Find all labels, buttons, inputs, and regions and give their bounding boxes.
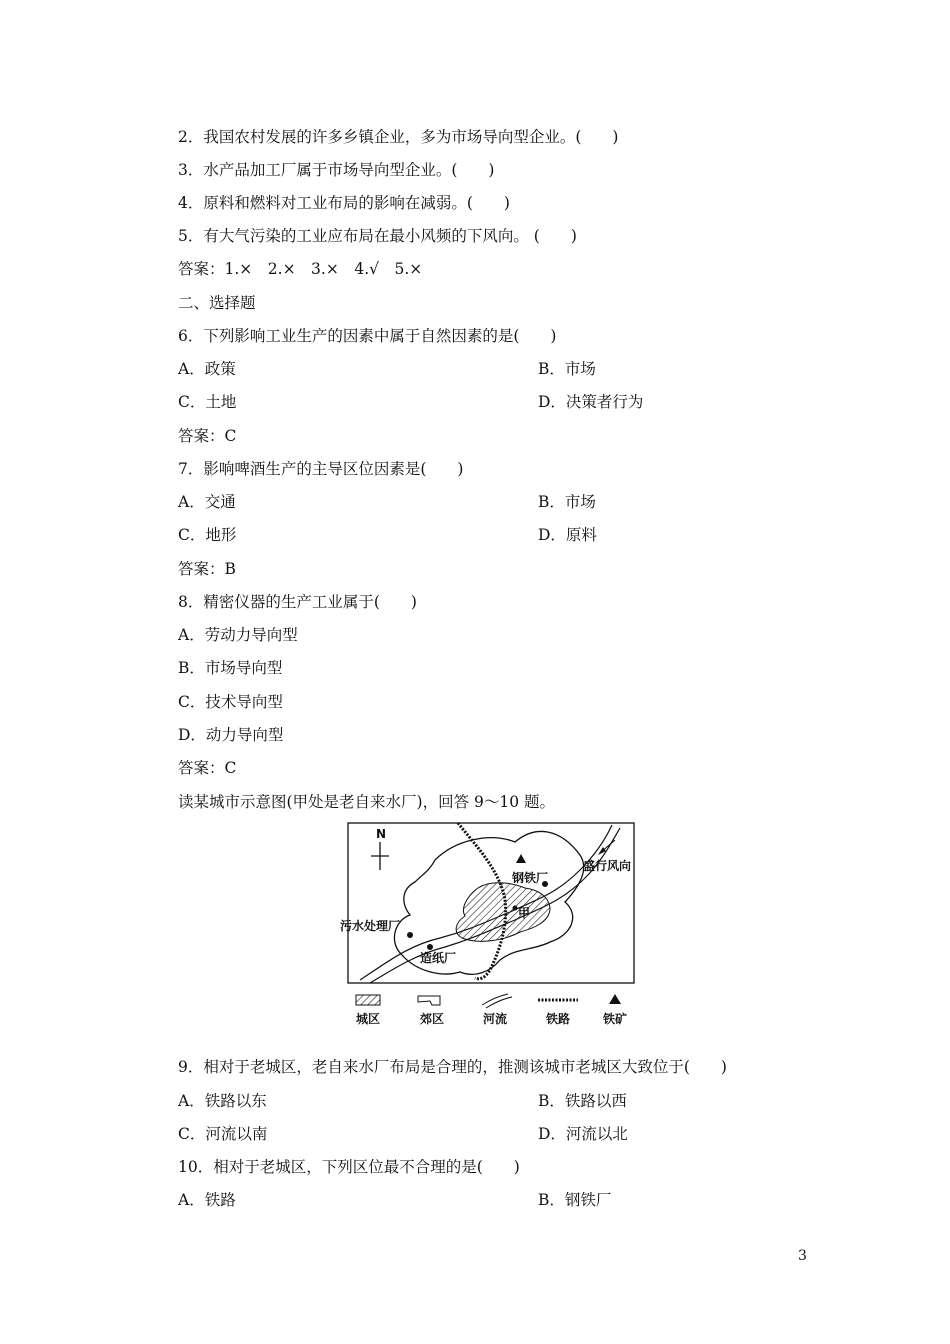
q6-option-c: C．土地 [178,393,237,411]
q6-answer: 答案：C [178,427,237,445]
question-3: 3．水产品加工厂属于市场导向型企业。( ) [178,161,495,179]
map-intro: 读某城市示意图(甲处是老自来水厂)，回答 9～10 题。 [178,793,556,811]
question-9-stem: 9．相对于老城区，老自来水厂布局是合理的，推测该城市老城区大致位于( ) [178,1058,727,1076]
paper-mill-dot [427,944,433,950]
question-2: 2．我国农村发展的许多乡镇企业，多为市场导向型企业。( ) [178,128,619,146]
q8-option-c: C．技术导向型 [178,693,283,711]
section-heading: 二、选择题 [178,294,256,312]
q8-option-d: D．动力导向型 [178,726,284,744]
question-4: 4．原料和燃料对工业布局的影响在减弱。( ) [178,194,510,212]
question-5: 5．有大气污染的工业应布局在最小风频的下风向。 ( ) [178,227,577,245]
question-7-stem: 7．影响啤酒生产的主导区位因素是( ) [178,460,464,478]
q7-option-d: D．原料 [538,526,597,544]
answers-1-5: 答案：1.× 2.× 3.× 4.√ 5.× [178,260,423,278]
q6-option-b: B．市场 [538,360,596,378]
q6-option-d: D．决策者行为 [538,393,644,411]
legend-railway: 铁路 [546,1012,571,1026]
label-sewage: 污水处理厂 [340,919,401,933]
city-map-figure [340,820,640,1030]
label-wind: 盛行风向 [583,859,632,873]
question-8-stem: 8．精密仪器的生产工业属于( ) [178,593,417,611]
legend-river: 河流 [483,1012,508,1026]
q7-option-c: C．地形 [178,526,237,544]
q6-option-a: A．政策 [178,360,236,378]
q7-answer: 答案：B [178,560,236,578]
q8-option-a: A．劳动力导向型 [178,626,298,644]
q8-option-b: B．市场导向型 [178,659,283,677]
map-legend [356,994,627,1026]
page-number: 3 [798,1248,807,1264]
q8-answer: 答案：C [178,759,237,777]
label-paper: 造纸厂 [420,951,457,965]
q9-option-d: D．河流以北 [538,1125,628,1143]
q9-option-c: C．河流以南 [178,1125,268,1143]
legend-suburb: 郊区 [420,1012,445,1026]
sewage-plant-dot [407,932,413,938]
question-10-stem: 10．相对于老城区，下列区位最不合理的是( ) [178,1158,520,1176]
label-jia: 甲 [518,906,531,920]
label-steel: 钢铁厂 [512,871,549,885]
q10-option-b: B．钢铁厂 [538,1191,612,1209]
legend-urban: 城区 [356,1012,381,1026]
water-plant-dot [513,906,518,911]
q7-option-b: B．市场 [538,493,596,511]
q9-option-a: A．铁路以东 [178,1092,267,1110]
q7-option-a: A．交通 [178,493,236,511]
svg-text:N: N [376,827,387,841]
question-6-stem: 6．下列影响工业生产的因素中属于自然因素的是( ) [178,327,557,345]
q9-option-b: B．铁路以西 [538,1092,627,1110]
q10-option-a: A．铁路 [178,1191,236,1209]
legend-iron-ore: 铁矿 [603,1012,628,1026]
